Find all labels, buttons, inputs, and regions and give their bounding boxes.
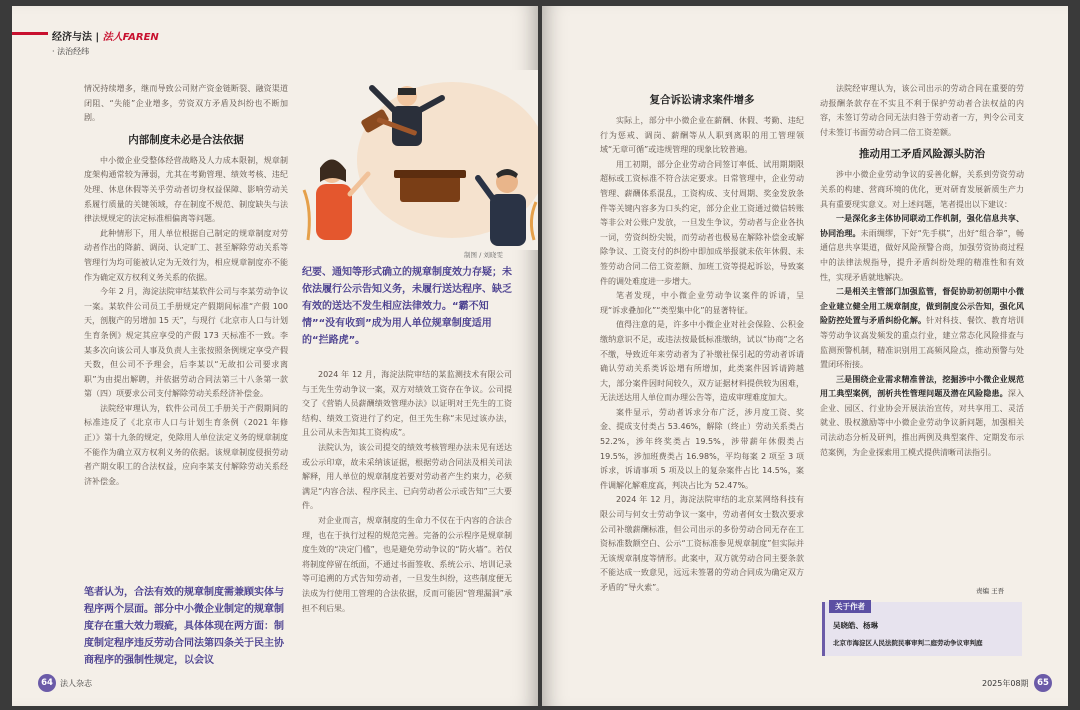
body-paragraph: 中小微企业受整体经营战略及人力成本限制，规章制度架构通常较为薄弱，尤其在考勤管理、绩效考核、违纪处理、休息休假等关乎劳动者切身权益保障、影响劳动关系履行质量的关键领域，存在制度不规范、制度缺失与法律法规规定的法定标准相偏离等问题。 — [84, 155, 288, 224]
page-number: 65 — [1034, 674, 1052, 692]
right-column-2 — [820, 82, 1024, 460]
footer-magazine-name: 法人杂志 — [60, 679, 92, 688]
body-paragraph: 涉中小微企业劳动争议的妥善化解，关系到劳资劳动关系的构建、营商环境的优化，更对研育发展新质生产力具有重要现实意义。对上述问题，笔者提出以下建议： — [820, 170, 1024, 209]
body-paragraph: 值得注意的是，许多中小微企业对社会保险、公积金缴纳意识不足，或违法按最低标准缴纳，试以“协商”之名不缴，导致近年来劳动者为了补缴社保引起的劳动者诉请确认劳动关系类诉讼增有所增加，此类案件因诉请跨越大，部分案件因时间较久，双方证据材料提供较为困难，无法送达用人单位而办理公告等，造成审理难度加大。 — [600, 320, 804, 403]
footer-issue: 2025年08期 — [982, 679, 1029, 688]
highlight-text: 二是相关主管部门加强监管，督促协助初创期中小微企业建立健全用工规章制度，做到制度公示告知，强化风险防控处置与矛盾纠纷化解。 — [820, 287, 1024, 326]
section-heading: 内部制度未必是合法依据 — [128, 133, 244, 146]
body-text: 针对科技、餐饮、教育培训等劳动争议高发频发的重点行业，建立常态化风险排查与监测预警机制，精准识别用工高频风险点，推动预警与处置闭环衔接。 — [820, 316, 1025, 370]
magazine-brand — [52, 28, 159, 43]
body-paragraph: 法院经审理认为，该公司出示的劳动合同在重要的劳动报酬条款存在不实且不利于保护劳动者合法权益的内容，未签订劳动合同无法归咎于劳动者一方，判令公司支付未签订书面劳动合同二倍工资差额。 — [820, 84, 1024, 137]
pull-quote: 笔者认为，合法有效的规章制度需兼顾实体与程序两个层面。部分中小微企业制定的规章制度存在重大效力瑕疵，具体体现在两方面：制度制定程序违反劳动合同法第四条关于民主协商程序的强制性规定，以会议 — [84, 587, 284, 666]
body-paragraph — [820, 285, 1024, 373]
body-paragraph: 2024 年 12 月，海淀法院审结的北京某网络科技有限公司与何女士劳动争议一案中，劳动者何女士数次要求公司补缴薪酬标准，但公司出示的多份劳动合同无存在工资标准数额空白、公示“工资标准参见规章制度”但实际并无该规章制度等情形。此案中，双方就劳动合同主要条款不能达成一致意见，远远未签署的劳动合同成为确定双方矛盾的“导火索”。 — [600, 495, 804, 592]
right-column-1 — [600, 86, 804, 596]
right-page — [542, 6, 1068, 706]
left-page — [12, 6, 538, 706]
about-author-box — [822, 602, 1022, 656]
brand-section-name: 经济与法 — [52, 32, 92, 43]
author-organization: 北京市海淀区人民法院民事审判二庭劳动争议审判庭 — [833, 639, 983, 647]
highlight-text: 一是深化多主体协同联动工作机制，强化信息共享、协同治理。 — [820, 214, 1024, 238]
illustration-credit: 制图 / 刘晓雯 — [464, 251, 503, 259]
intro-paragraph: 情况持续增多，继而导致公司财产资金链断裂、融资渠道闭阻、“失能”企业增多，劳资双方矛盾及纠纷也不断加剧。 — [84, 84, 288, 123]
body-paragraph: 此种情形下，用人单位根据自己制定的规章制度对劳动者作出的降薪、调岗、认定旷工、甚至解除劳动关系等管理行为均可能被认定为无效行为，相应规章制度亦不能作为确定双方权利义务关系的依据。 — [84, 228, 288, 282]
court-illustration — [302, 70, 538, 250]
body-text: 未雨绸缪，下好“先手棋”，出好“组合拳”，畅通信息共享渠道，做好风险预警合商，加强劳资协商过程中的法律法规指导，提升矛盾纠纷处理的精准性和有效性，实现矛盾就地解决。 — [820, 228, 1025, 282]
section-heading: 推动用工矛盾风险源头防治 — [859, 148, 985, 161]
body-paragraph: 对企业而言，规章制度的生命力不仅在于内容的合法合理，也在于执行过程的规范完善。完备的公示程序是规章制度生效的“决定门槛”，也是避免劳动争议的“防火墙”。若仅将制度停留在纸面，不通过书面签收、系统公示、培训记录等可追溯的方式告知劳动者，一旦发生纠纷，这些制度便无法成为行使用工管理的合法依据，反而可能因“管理漏洞”承担不利后果。 — [302, 515, 512, 613]
left-column-2 — [302, 368, 512, 616]
about-author-tag: 关于作者 — [829, 600, 871, 613]
editor-credit: 责编 王吾 — [976, 587, 1005, 595]
body-paragraph: 今年 2 月，海淀法院审结某软件公司与李某劳动争议一案。某软件公司员工手册规定产假期间标准“产假 100 天，剖腹产的另增加 15 天”，与现行《北京市人口与计划生育条例》规定其应享受的产假 173 天标准不一致。李某多次向该公司人事及负责人主张按照条例规定享受产假天数，但公司不予理会，后李某以“无故扣公司要求离职”为由提出解聘，并依据劳动合同法第三十八条第一款第（四）项要求公司支付解除劳动关系经济补偿金。 — [84, 287, 288, 399]
body-paragraph — [820, 212, 1024, 285]
pull-quote: 纪要、通知等形式确立的规章制度效力存疑；未依法履行公示告知义务，未履行送达程序、缺乏有效的送达不发生相应法律效力。“霸不知情”“没有收到”成为用人单位规章制度适用的“拦路虎”。 — [302, 267, 512, 346]
highlight-text: 三是围绕企业需求精准普法，挖掘涉中小微企业规范用工典型案例，剖析共性管理问题及潜在风险隐患。 — [820, 374, 1024, 399]
page-number: 64 — [38, 674, 56, 692]
body-paragraph: 2024 年 12 月，海淀法院审结的某监测技术有限公司与王先生劳动争议一案，双方对绩效工资存在争议。公司提交了《营销人员薪酬绩效管理办法》以证明对王先生的工资结构、绩效工资进行了约定，但王先生称“未见过该办法，且公司从未告知其工资构成”。 — [302, 370, 512, 438]
magazine-header — [52, 28, 159, 57]
section-heading: 复合诉讼请求案件增多 — [649, 94, 755, 106]
body-paragraph: 笔者发现，中小微企业劳动争议案件的诉请，呈现“诉求叠加化”“类型集中化”的显著特征。 — [600, 291, 804, 315]
section-subtitle: · 法治经纬 — [52, 47, 90, 56]
body-paragraph: 案件显示，劳动者诉求分布广泛，涉月度工资、奖金、提成支付类占 53.46%，解除（终止）劳动关系类占 52.2%，涉年终奖类占 19.5%，涉带薪年休假类占 19.5%，涉加班费类占 16.98%，平均每案 2 项至 3 项诉求，诉请事项 5 项及以上的复杂案件占比 14.5%，案件调解化解难度高，判决占比为 52.47%。 — [600, 407, 804, 490]
body-paragraph: 法院经审理认为，软件公司员工手册关于产假期间的标准违反了《北京市人口与计划生育条例（2021 年修正）》第十九条的规定，免除用人单位法定义务的规章制度不能作为确立双方权利义务的依据。该规章制度侵损劳动者产期女职工的合法权益，应向李某支付解除劳动关系经济补偿金。 — [84, 403, 288, 486]
body-text: 深入企业、园区、行业协会开展法治宣传，对共享用工、灵活就业、股权激励等中小微企业劳动争议新问题，加强相关司法动态分析及研判，推出两例及典型案件、定期发布示范案例，为企业探索用工模式提供清晰司法指引。 — [820, 389, 1025, 457]
body-paragraph: 实际上，部分中小微企业在薪酬、休假、考勤、违纪行为惩戒、调岗、薪酬等从人职到离职的用工管理领域“无章可循”或违规管理的现象比较普遍。 — [600, 116, 804, 155]
header-accent-bar — [12, 32, 48, 35]
left-column-1 — [84, 82, 288, 489]
judge-gavel-illustration — [302, 70, 538, 250]
body-paragraph: 用工初期，部分企业劳动合同签订率低、试用期期限超标或工资标准不符合法定要求。日常管理中，企业劳动管理、薪酬体系混乱，工资构成、支付周期、奖金发放条件等关键内容多为口头约定，部分企业工资通过微信转账等非公对公账户发放，一旦发生争议，劳动者与企业各执一词，劳资纠纷尖锐，而劳动者也极易在解除补偿金或解除争议、工资支付的纠纷中即加成举报就未依年休假、未签劳动合同二倍工资差额、加班工资等提起诉讼，导致案件的调处难度进一步增大。 — [600, 159, 804, 286]
body-paragraph: 法院认为，该公司提交的绩效考核管理办法未见有送达或公示印章，故未采纳该证据，根据劳动合同法及相关司法解释，用人单位的规章制度若要对劳动者产生约束力，必须满足“内容合法、程序民主、已向劳动者公示或告知”三大要件。 — [302, 442, 512, 511]
body-paragraph — [820, 373, 1024, 461]
brand-separator: | — [92, 32, 103, 43]
brand-logo-text: 法人FAREN — [102, 32, 159, 43]
author-names: 吴晓皓、杨琳 — [833, 621, 878, 630]
